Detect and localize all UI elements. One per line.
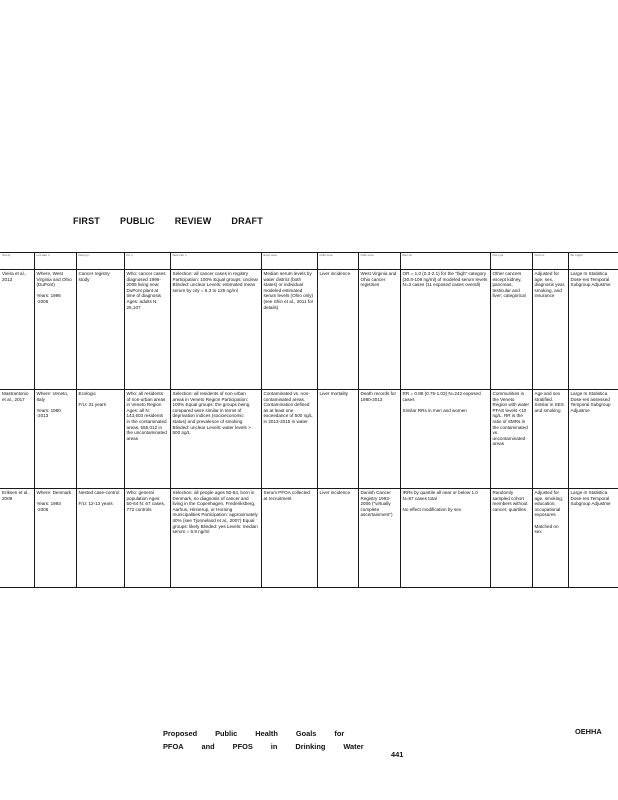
design-cell: Cancer registry study — [76, 270, 124, 390]
location-cell: Where: Denmark Years: 1993 -2006 — [34, 489, 76, 588]
location-cell: Where, West Virginia and Ohio (DuPont) Years: 1996 -2005 — [34, 270, 76, 390]
result-cell: OR = 1.0 (0.3-2.1) for the "high" category (30.8-109 ng/ml) of modeled serum levels N=3 cases (11 exposed cases overall) — [400, 270, 490, 390]
exposure-cell: Serum PFOA collected at recruitment — [261, 489, 317, 588]
comparison-cell: Communities in the Veneto Region with water PFAS levels <10 ng/L. RR is the ratio of SMRs in the contaminated vs. uncontaminated areas — [490, 390, 532, 489]
design-cell: Nested case-control F/U: 12-13 years — [76, 489, 124, 588]
footer-word: Health — [255, 729, 278, 738]
selection-cell: Selection: all residents of non-urban areas in Veneto Region Participation: 100% Equal groups: the groups being compared were similar in terms of deprivation indices (socioeconomic status) and prevalence of smoking Blinded: unclear Levels: water levels > 500 ng/L — [170, 390, 261, 489]
study-cell: Mastrantonio et al., 2017 — [0, 390, 34, 489]
footer-word: PFOS — [232, 742, 253, 751]
draft-word-review: REVIEW — [174, 216, 212, 226]
population-cell: Who: general population Ages: 50-64 N: 67 cases, 772 controls — [124, 489, 170, 588]
table-header-row — [0, 253, 618, 270]
outcome-source-cell: West Virginia and Ohio cancer registries — [358, 270, 400, 390]
strength-cell: Large m Statistica Dose-res assessed Temporal Subgroup Adjustme — [568, 390, 618, 489]
comparison-cell: Other cancers except kidney, pancreas, testicular and liver; categorical — [490, 270, 532, 390]
result-cell: IRRs by quartile all near or below 1.0 N=67 cases total No effect modification by sex — [400, 489, 490, 588]
header-cell: Com pa — [490, 253, 532, 270]
draft-word-public: PUBLIC — [120, 216, 155, 226]
draft-word-draft: DRAFT — [231, 216, 263, 226]
evidence-table — [0, 252, 618, 588]
population-cell: Who: all residents of non-urban areas in Veneto Region Ages: all N: 143,603 residents in the contaminated areas, 555,012 in the uncontaminated areas — [124, 390, 170, 489]
header-cell: Outc ome — [317, 253, 358, 270]
control-cell: Adjusted for age, sex, diagnosis year, smoking, and insurance — [532, 270, 568, 390]
study-cell: Vieira et al., 2013 — [0, 270, 34, 390]
table-row — [0, 489, 618, 588]
footer-word: Water — [343, 742, 364, 751]
strength-cell: Large m Statistica Dose-res Temporal Subgroup Adjustme — [568, 489, 618, 588]
footer-word: Goals — [295, 729, 317, 738]
outcome-source-cell: Death records for 1980-2013 — [358, 390, 400, 489]
population-cell: Who: cancer cases diagnosed 1996-2005 living near DuPont plant at time of diagnosis Ages: adults N: 25,107 — [124, 270, 170, 390]
footer-word: PFOA — [163, 742, 184, 751]
result-cell: RR = 0.89 (0.75-1.03) N=242 exposed cases Similar RRs in men and women — [400, 390, 490, 489]
strength-cell: Large m Statistica Dose-res Temporal Subgroup Adjustme — [568, 270, 618, 390]
header-cell: Po p — [124, 253, 170, 270]
header-cell: Sele ctio n — [170, 253, 261, 270]
header-cell: Expo sure — [261, 253, 317, 270]
draft-header — [73, 216, 283, 226]
page-number: 441 — [391, 750, 404, 759]
footer-word: and — [201, 742, 215, 751]
outcome-cell: Liver incidence — [317, 270, 358, 390]
selection-cell: Selection: all cancer cases in registry Participation: 100% Equal groups: unclear Blinded: unclear Levels: estimated mean serum by city = 5.3 to 125 ng/ml — [170, 270, 261, 390]
header-cell: Res ult — [400, 253, 490, 270]
table-row — [0, 390, 618, 489]
outcome-cell: Liver mortality — [317, 390, 358, 489]
footer-line-1 — [163, 727, 382, 740]
header-cell: Desi gn — [76, 253, 124, 270]
footer-line-2 — [163, 740, 382, 753]
footer-agency: OEHHA — [575, 727, 602, 736]
exposure-cell: Median serum levels by water district (both states) or individual modeled estimated serum levels (Ohio only) (see Shin et al., 2011 for details) — [261, 270, 317, 390]
draft-word-first: FIRST — [73, 216, 100, 226]
footer-word: in — [270, 742, 278, 751]
table-row — [0, 270, 618, 390]
exposure-cell: Contaminated vs. non-contaminated areas. Contamination defined as at least one exceedance of 500 ng/L in 2013-2015 in water — [261, 390, 317, 489]
header-cell: Str ength — [568, 253, 618, 270]
study-cell: Eriksen et al., 2009 — [0, 489, 34, 588]
header-cell: Cont ro — [532, 253, 568, 270]
footer-word: Proposed — [163, 729, 198, 738]
control-cell: Age and sex stratified. Similar in SES and smoking — [532, 390, 568, 489]
design-cell: Ecologic F/U: 31 years — [76, 390, 124, 489]
selection-cell: Selection: all people ages 50-64, born in Denmark, no diagnosis of cancer and living in the Copenhagen, Frederiksberg, Aarhus, Hinnerup, or Horning municipalities Participation: approximately 40% (see Tjonneland et al., 2007) Equal groups: likely Blinded: yes Levels: median serum = 6.9 ng/ml — [170, 489, 261, 588]
header-cell: Stu dy — [0, 253, 34, 270]
header-cell: Outc ome — [358, 253, 400, 270]
header-cell: Loc atio n — [34, 253, 76, 270]
location-cell: Where: Veneto, Italy Years: 1980 -2013 — [34, 390, 76, 489]
outcome-cell: Liver incidence — [317, 489, 358, 588]
outcome-source-cell: Danish Cancer Registry 1993-2006 ("virtually complete ascertainment") — [358, 489, 400, 588]
control-cell: Adjusted for age, smoking, education, occupational exposures Matched on sex — [532, 489, 568, 588]
footer-word: Public — [215, 729, 238, 738]
footer-title — [163, 727, 382, 753]
footer-word: Drinking — [295, 742, 326, 751]
footer-word: for — [334, 729, 345, 738]
comparison-cell: Randomly sampled cohort members without cancer, quartiles — [490, 489, 532, 588]
